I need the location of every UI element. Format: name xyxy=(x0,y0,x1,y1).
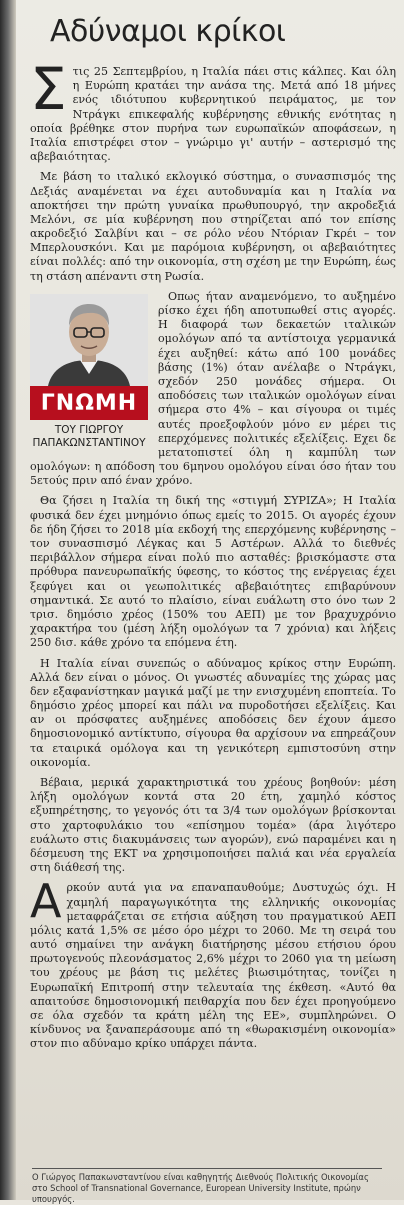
opinion-label: ΓΝΩΜΗ xyxy=(30,386,148,420)
byline-prefix: ΤΟΥ ΓΙΩΡΓΟΥ xyxy=(54,423,124,436)
paragraph-1-text: τις 25 Σεπτεμβρίου, η Ιταλία πάει στις κάλπες. Και όλη η Ευρώπη κρατάει την ανάσα της. Μετά από 18 μήνες ενός ιδιότυπου κυβερνητικού πειράματος, με τον Ντράγκι επικεφαλής κυβέρνησης εθνικής ενότητας η οποία βρέθηκε στον πυρήνα των ευρωπαϊκών αποφάσεων, η Ιταλία επιστρέφει στον – γνώριμο γι' αυτήν – αστερισμό της αβεβαιότητας. xyxy=(30,65,396,164)
paragraph-7 xyxy=(30,874,396,1051)
drop-cap-2: Α xyxy=(30,874,62,929)
author-footnote: Ο Γιώργος Παπακωνσταντίνου είναι καθηγητής Διεθνούς Πολιτικής Οικονομίας στο School of Transnational Governance, European University Institute, πρώην υπουργός. xyxy=(32,1168,382,1205)
article-column xyxy=(30,14,396,1058)
author-photo xyxy=(30,294,148,386)
paragraph-4: Θα ζήσει η Ιταλία τη δική της «στιγμή ΣΥΡΙΖΑ»; Η Ιταλία φυσικά δεν έχει μνημόνιο όπως εμείς το 2015. Οι αγορές έχουν δε ήδη ζήσει το 2018 μία εκδοχή της επερχόμενης κυβέρνησης – τον συνασπισμό Λέγκας και 5 Αστέρων. Αλλά το διεθνές περιβάλλον σήμερα είναι πολύ πιο ασταθές: βρισκόμαστε στα πρόθυρα πανευρωπαϊκής ύφεσης, το κόστος της ενέργειας έχει ξεφύγει και οι γεωπολιτικές αβεβαιότητες επιβαρύνουν σημαντικά. Σε αυτό το πλαίσιο, είναι ευάλωτη στο όνο των 2 τρισ. δημόσιο χρέος (150% του ΑΕΠ) με τον βραχυχρόνιο χαρακτήρα του (μέση λήξη ομολόγων τα 7 χρόνια) και λήξεις 250 δισ. κάθε χρόνο τα επόμενα έτη. xyxy=(30,494,396,650)
paragraph-1 xyxy=(30,55,396,164)
drop-cap: Σ xyxy=(30,55,67,123)
author-portrait xyxy=(30,294,148,386)
paragraph-6: Βέβαια, μερικά χαρακτηριστικά του χρέους βοηθούν: μέση λήξη ομολόγων κοντά στα 20 έτη, χαμηλό κόστος εξυπηρέτησης, το γεγονός ότι τα 3/4 των ομολόγων βρίσκονται στο χαρτοφυλάκιο του «επίσημου τομέα» (άρα λιγότερο ευάλωτο στις διακυμάνσεις των αγορών), ενώ παραμένει και η δέσμευση της ΕΚΤ να χρησιμοποιήσει παλιά και νέα εργαλεία στη διάθεσή της. xyxy=(30,776,396,875)
article-title: Αδύναμοι κρίκοι xyxy=(50,14,286,49)
paragraph-3: Οπως ήταν αναμενόμενο, το αυξημένο ρίσκο έχει ήδη αποτυπωθεί στις αγορές. Η διαφορά των δεκαετών ιταλικών ομολόγων από τα αντίστοιχα γερμανικά έχει αυξηθεί: κάτω από 100 μονάδες βάσης (1%) όταν ανέλαβε ο Ντράγκι, σχεδόν 250 μονάδες σήμερα. Οι αποδόσεις των ιταλικών ομολόγων είναι σήμερα στο 4% – και σίγουρα οι τιμές αυτές προεξοφλούν μόνο εν μέρει τις επερχόμενες πολιτικές εξελίξεις. Εχει δε μετατοπιστεί όλη η καμπύλη των ομολόγων: η απόδοση του 6μηνου ομολόγου είναι όσο ήταν του 5ετούς πριν από έναν χρόνο. xyxy=(30,289,396,488)
paragraph-2: Με βάση το ιταλικό εκλογικό σύστημα, ο συνασπισμός της Δεξιάς αναμένεται να έχει αυτοδυναμία και η Ιταλία να αποκτήσει την πρώτη γυναίκα πρωθυπουργό, την ακροδεξιά Μελόνι, σε μία κυβέρνηση που στηρίζεται από τον επίσης ακροδεξιό Σαλβίνι και – σε ρόλο νέου Ντόριαν Γκρέι – τον Μπερλουσκόνι. Και με παρόμοια κυβέρνηση, οι αβεβαιότητες είναι πολλές: από την οικονομία, στη σχέση με την Ευρώπη, έως τη στάση απέναντι στη Ρωσία. xyxy=(30,170,396,283)
byline xyxy=(30,424,148,450)
paragraph-7-text: ρκούν αυτά για να επαναπαυθούμε; Δυστυχώς όχι. Η χαμηλή παραγωγικότητα της ελληνικής οικονομίας μεταφράζεται σε ετήσια αύξηση του πραγματικού ΑΕΠ μόλις κατά 1,5% σε μέσο όρο μέχρι το 2060. Με τη σειρά του αυτό σημαίνει την ανάγκη διατήρησης μέσου ετήσιου όρου πρωτογενούς πλεονάσματος 2,6% μέχρι το 2060 για τη μείωση του χρέους με βάση τις μελέτες βιωσιμότητας, τονίζει η Ευρωπαϊκή Επιτροπή στην τελευταία της έκθεση. «Αυτό θα απαιτούσε δημοσιονομική πειθαρχία που δεν έχει προηγούμενο σε όλα σχεδόν τα κράτη μέλη της ΕΕ», συμπληρώνει. Ο κίνδυνος να ξαναπεράσουμε από τη «θωρακισμένη οικονομία» στον πιο αδύναμο κρίκο υπάρχει πάντα. xyxy=(30,881,396,1051)
paragraph-5: Η Ιταλία είναι συνεπώς ο αδύναμος κρίκος στην Ευρώπη. Αλλά δεν είναι ο μόνος. Οι γνωστές αδυναμίες της χώρας μας δεν εξαφανίστηκαν μαγικά μαζί με την ενισχυμένη εποπτεία. Το δημόσιο χρέος μπορεί και πάλι να πυροδοτήσει εξελίξεις. Και αν οι πρόσφατες αυξημένες αποδόσεις δεν έχουν άμεσο δημοσιονομικό αντίκτυπο, σίγουρα θα αρχίσουν να επηρεάζουν τα εταιρικά ομόλογα και τη γενικότερη εμπιστοσύνη στην οικονομία. xyxy=(30,656,396,769)
opinion-box xyxy=(30,294,148,450)
author-name: ΠΑΠΑΚΩΝΣΤΑΝΤΙΝΟΥ xyxy=(32,436,146,449)
